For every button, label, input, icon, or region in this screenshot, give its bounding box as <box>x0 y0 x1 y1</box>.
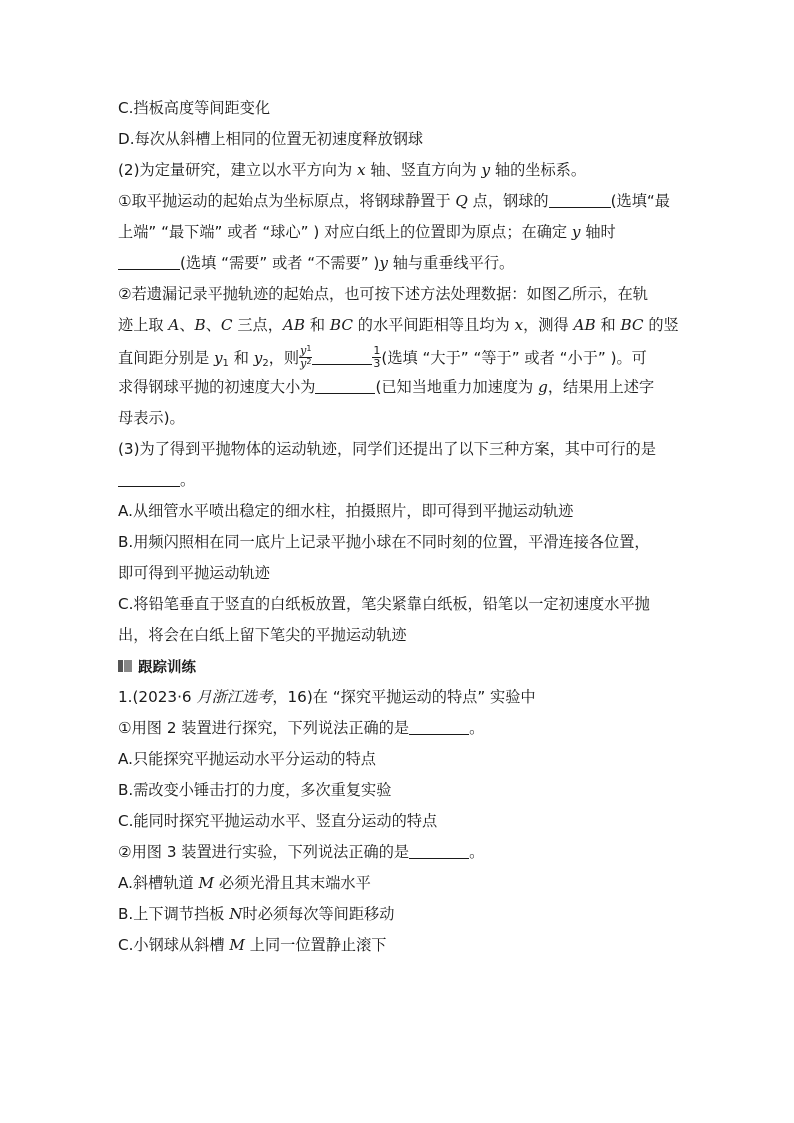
answer-blank-5[interactable] <box>118 471 180 487</box>
part3-option-b-1: B.用频闪照相在同一底片上记录平抛小球在不同时刻的位置，平滑连接各位置， <box>118 533 650 551</box>
part3-option-c-2: 出，将会在白纸上留下笔尖的平抛运动轨迹 <box>118 626 407 644</box>
q1-part1: ①用图 2 装置进行探究，下列说法正确的是 。 <box>118 719 485 737</box>
section-marker-icon <box>118 660 132 672</box>
step1-line-1: ①取平抛运动的起始点为坐标原点，将钢球静置于 Q 点，钢球的 (选填“最 <box>118 192 670 210</box>
q1-part2-option-b: B.上下调节挡板 N时必须每次等间距移动 <box>118 905 395 923</box>
part3-line-2: 。 <box>118 470 684 490</box>
step2-line-1: ②若遗漏记录平抛轨迹的起始点，也可按下述方法处理数据：如图乙所示，在轨 <box>118 285 648 303</box>
q1-part2: ②用图 3 装置进行实验，下列说法正确的是 。 <box>118 843 485 861</box>
q1-part1-option-c: C.能同时探究平抛运动水平、竖直分运动的特点 <box>118 812 438 830</box>
answer-blank-3[interactable] <box>312 349 372 365</box>
section-header <box>118 656 684 676</box>
answer-blank-1[interactable] <box>549 192 611 208</box>
answer-blank-4[interactable] <box>315 378 375 394</box>
answer-blank-2[interactable] <box>118 254 180 270</box>
step2-line-4: 求得钢球平抛的初速度大小为 (已知当地重力加速度为 g，结果用上述字 <box>118 378 655 396</box>
part3-line-1: (3)为了得到平抛物体的运动轨迹，同学们还提出了以下三种方案，其中可行的是 <box>118 440 656 458</box>
step1-line-2: 上端” “最下端” 或者 “球心” ) 对应白纸上的位置即为原点；在确定 y 轴时 <box>118 223 616 241</box>
answer-blank-6[interactable] <box>409 719 469 735</box>
option-c-line: C.挡板高度等间距变化 <box>118 99 271 117</box>
q1-part2-option-a: A.斜槽轨道 M 必须光滑且其末端水平 <box>118 874 371 892</box>
section-title: 跟踪训练 <box>138 659 196 676</box>
q1-part1-option-a: A.只能探究平抛运动水平分运动的特点 <box>118 750 376 768</box>
step2-line-2: 迹上取 A、B、C 三点，AB 和 BC 的水平间距相等且均为 x，测得 AB 和 BC 的竖 <box>118 316 679 334</box>
step1-line-3: (选填 “需要” 或者 “不需要” )y 轴与重垂线平行。 <box>118 253 684 273</box>
part3-option-c-1: C.将铅笔垂直于竖直的白纸板放置，笔尖紧靠白纸板，铅笔以一定初速度水平抛 <box>118 595 650 613</box>
answer-blank-7[interactable] <box>409 843 469 859</box>
part3-option-b-2: 即可得到平抛运动轨迹 <box>118 564 270 582</box>
option-d-line: D.每次从斜槽上相同的位置无初速度释放钢球 <box>118 130 424 148</box>
q1-part1-option-b: B.需改变小锤击打的力度，多次重复实验 <box>118 781 392 799</box>
part3-option-a: A.从细管水平喷出稳定的细水柱，拍摄照片，即可得到平抛运动轨迹 <box>118 502 574 520</box>
step2-line-3: 直间距分别是 $y_1$ 和 $y_2$，则 $\frac{y^1}{y^2}$ $\frac{1}{3}$ (选填 “大于” “等于” 或者 “小于” )。可 <box>118 344 647 370</box>
q1-head: 1.(2023·6 月浙江选考，16)在 “探究平抛运动的特点” 实验中 <box>118 688 536 706</box>
ratio-fraction: $\frac{y^1}{y^2}$ <box>300 344 312 370</box>
part2-intro-line: (2)为定量研究，建立以水平方向为 x 轴、竖直方向为 y 轴的坐标系。 <box>118 161 587 179</box>
one-third-fraction: $\frac{1}{3}$ <box>373 344 381 370</box>
step2-line-5: 母表示)。 <box>118 409 185 427</box>
document-page <box>118 98 684 966</box>
q1-part2-option-c: C.小钢球从斜槽 M 上同一位置静止滚下 <box>118 936 387 954</box>
